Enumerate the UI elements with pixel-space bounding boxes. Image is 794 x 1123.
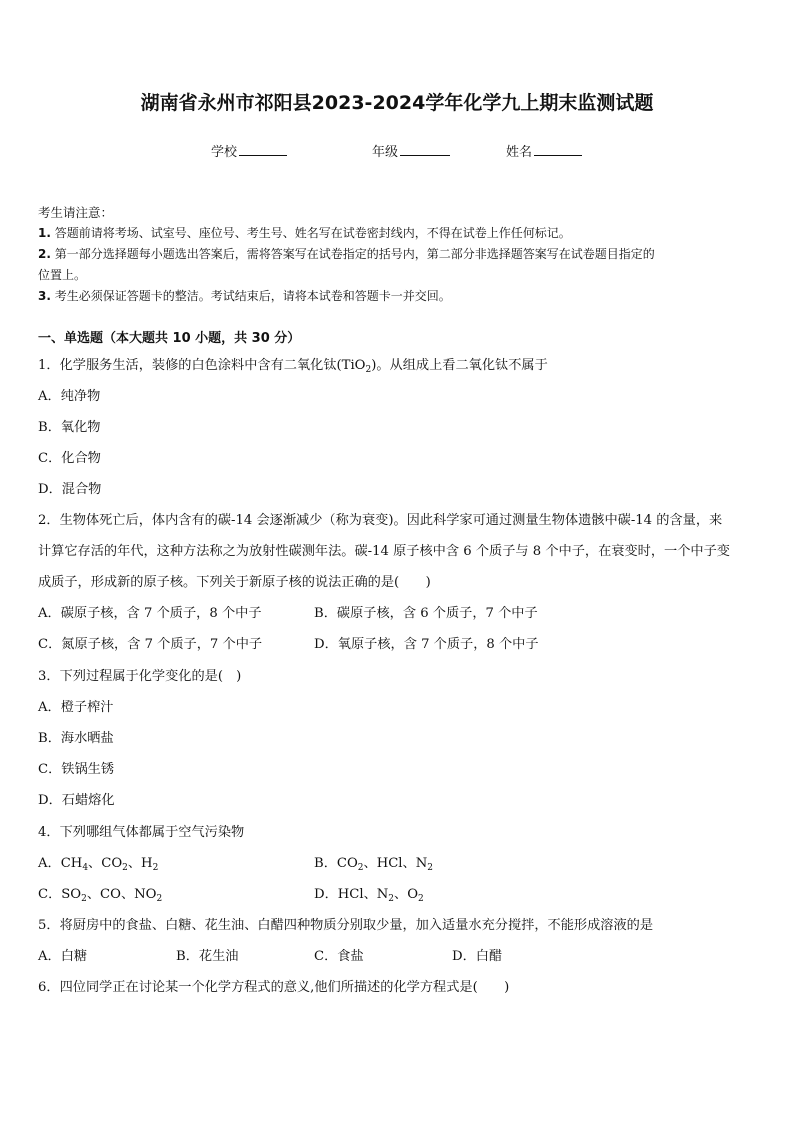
q1-option-c: C．化合物: [38, 451, 101, 466]
notice-item: 2. 第一部分选择题每小题选出答案后，需将答案写在试卷指定的括号内，第二部分非选择题答案写在试卷题目指定的: [38, 247, 655, 261]
question-5-stem: 5．将厨房中的食盐、白糖、花生油、白醋四种物质分别取少量，加入适量水充分搅拌，不能形成溶液的是: [38, 918, 654, 933]
question-1-stem: 1．化学服务生活，装修的白色涂料中含有二氧化钛(TiO$_2$)。从组成上看二氧化钛不属于: [38, 358, 548, 375]
q3-option-c: C．铁锅生锈: [38, 762, 115, 777]
q5-option-b: B．花生油: [176, 949, 239, 964]
question-4-stem: 4．下列哪组气体都属于空气污染物: [38, 825, 245, 840]
question-6-stem: 6．四位同学正在讨论某一个化学方程式的意义,他们所描述的化学方程式是( ): [38, 980, 510, 995]
q4-option-d: D．HCl、$N_2$、$O_2$: [314, 887, 424, 904]
q5-option-a: A．白糖: [38, 949, 88, 964]
notice-block: [38, 202, 762, 307]
page-title: 湖南省永州市祁阳县2023-2024学年化学九上期末监测试题: [140, 92, 654, 114]
q5-option-c: C．食盐: [314, 949, 364, 964]
grade-blank[interactable]: [400, 143, 450, 156]
notice-item: 位置上。: [38, 268, 87, 282]
name-field[interactable]: [506, 141, 582, 160]
q5-option-d: D．白醋: [452, 949, 503, 964]
q4-option-a: A．$CH_4$、$CO_2$、$H_2$: [38, 856, 159, 873]
name-blank[interactable]: [534, 143, 582, 156]
q3-option-b: B．海水晒盐: [38, 731, 114, 746]
q3-option-a: A．橙子榨汁: [38, 700, 114, 715]
notice-item: 3. 考生必须保证答题卡的整洁。考试结束后，请将本试卷和答题卡一并交回。: [38, 289, 451, 303]
school-field[interactable]: [211, 141, 287, 160]
q3-option-d: D．石蜡熔化: [38, 793, 115, 808]
notice-item: 1. 答题前请将考场、试室号、座位号、考生号、姓名写在试卷密封线内，不得在试卷上作任何标记。: [38, 226, 571, 240]
q1-option-d: D．混合物: [38, 482, 102, 497]
question-2-stem-line: 2．生物体死亡后，体内含有的碳-14 会逐渐减少（称为衰变)。因此科学家可通过测量生物体遗骸中碳-14 的含量，来: [38, 513, 723, 528]
q4-option-c: C．$SO_2$、CO、$NO_2$: [38, 887, 163, 904]
section-heading: 一、单选题（本大题共 10 小题，共 30 分）: [38, 331, 301, 346]
school-blank[interactable]: [239, 143, 287, 156]
q1-option-b: B．氧化物: [38, 420, 101, 435]
grade-label: 年级: [372, 145, 399, 160]
q4-option-b: B．$CO_2$、HCl、$N_2$: [314, 856, 433, 873]
q2-option-b: B．碳原子核，含 6 个质子，7 个中子: [314, 606, 538, 621]
grade-field[interactable]: [372, 141, 450, 160]
notice-heading: 考生请注意：: [38, 205, 114, 220]
question-2-stem-line: 成质子，形成新的原子核。下列关于新原子核的说法正确的是( ): [38, 575, 431, 590]
school-label: 学校: [211, 145, 238, 160]
name-label: 姓名: [506, 145, 533, 160]
q2-option-c: C．氮原子核，含 7 个质子，7 个中子: [38, 637, 263, 652]
q2-option-d: D．氧原子核，含 7 个质子，8 个中子: [314, 637, 539, 652]
question-2-stem-line: 计算它存活的年代，这种方法称之为放射性碳测年法。碳-14 原子核中含 6 个质子与 8 个中子，在衰变时，一个中子变: [38, 544, 730, 559]
q2-option-a: A．碳原子核，含 7 个质子，8 个中子: [38, 606, 262, 621]
q1-option-a: A．纯净物: [38, 389, 101, 404]
question-3-stem: 3．下列过程属于化学变化的是( ): [38, 669, 242, 684]
